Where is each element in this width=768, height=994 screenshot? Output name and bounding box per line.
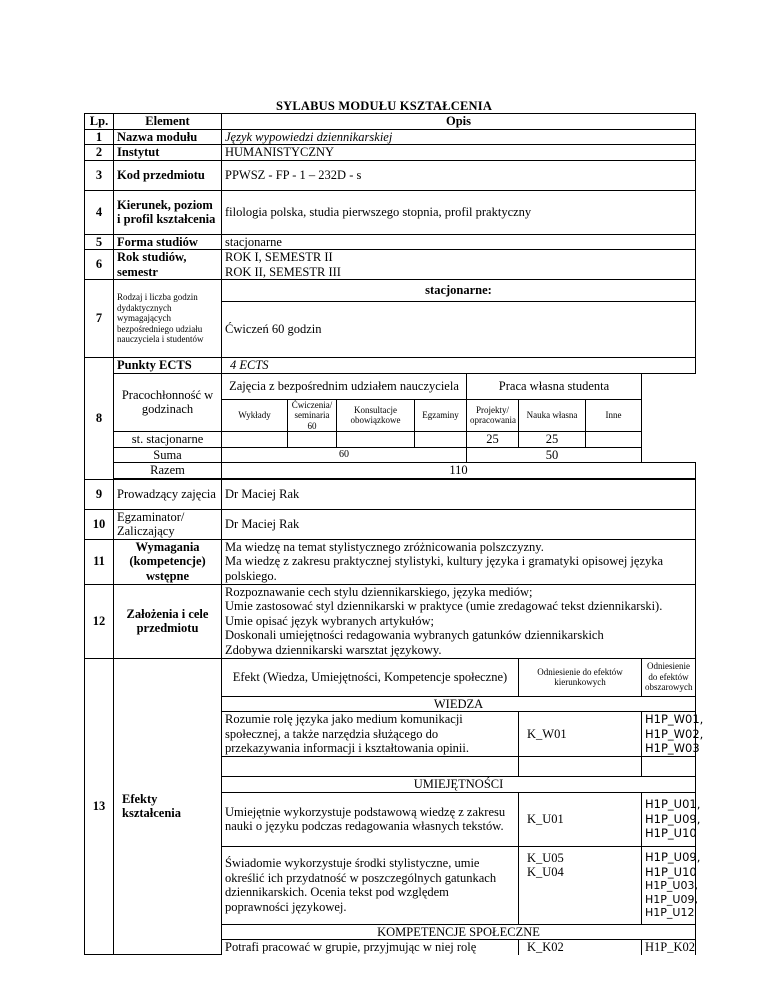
st-wyklady: [222, 432, 288, 448]
row-lecturer: [85, 479, 696, 509]
row-number: 7: [85, 280, 114, 358]
row-number: 13: [85, 658, 114, 955]
suma-label: Suma: [114, 447, 222, 463]
umiej-head: UMIEJĘTNOŚCI: [222, 777, 696, 793]
obsz-code: H1P_W03: [645, 741, 700, 756]
institute-value: HUMANISTYCZNY: [222, 145, 696, 161]
goal-line: Umie zastosować styl dziennikarski w praktyce (umie zredagować tekst dziennikarski).: [225, 599, 663, 614]
header-opis: Opis: [222, 114, 696, 130]
course-code-value: PPWSZ - FP - 1 – 232D - s: [222, 160, 696, 190]
row-label: Efekty kształcenia: [114, 658, 222, 955]
spacer-cell: [642, 757, 696, 777]
obsz-code: H1P_U10: [645, 864, 697, 879]
row-study-form: [85, 234, 696, 250]
col-konsultacje: Konsultacje obowiązkowe: [337, 399, 415, 432]
hours-head: stacjonarne:: [222, 280, 696, 302]
kier-code: K_U05: [527, 850, 564, 865]
study-form-value: stacjonarne: [222, 234, 696, 250]
outcome-kier-head: Odniesienie do efektów kierunkowych: [519, 658, 642, 696]
outcome-kier: K_U01: [519, 792, 642, 846]
outcome-text: Umiejętnie wykorzystuje podstawową wiedzę z zakresu nauki o języku podczas redagowania własnych tekstów.: [222, 792, 519, 846]
row-field-of-study: [85, 190, 696, 234]
razem-value: 110: [222, 463, 696, 479]
row-workload-groups: [85, 373, 696, 399]
col-cwiczenia: [288, 399, 337, 432]
header-lp: Lp.: [85, 114, 114, 130]
suma-self-left: [467, 447, 519, 463]
row-number: 1: [85, 129, 114, 145]
outcome-text: Potrafi pracować w grupie, przyjmując w niej rolę: [222, 940, 519, 955]
workload-label: Pracochłonność w godzinach: [114, 373, 222, 432]
row-label: Kierunek, poziom i profil kształcenia: [114, 190, 222, 234]
obsz-code: H1P_U09,: [645, 850, 701, 865]
outcome-obsz: [642, 846, 701, 924]
komp-head: KOMPETENCJE SPOŁECZNE: [222, 924, 696, 940]
row-number: 2: [85, 145, 114, 161]
goal-line: Doskonali umiejętności redagowania wybranych gatunków dziennikarskich: [225, 628, 604, 643]
wiedza-head: WIEDZA: [222, 696, 696, 712]
col-egzaminy: Egzaminy: [415, 399, 467, 432]
row-number: 4: [85, 190, 114, 234]
year-semester-value: [222, 250, 696, 280]
row-label: Egzaminator/ Zaliczający: [114, 509, 222, 539]
obsz-code: H1P_U12: [645, 906, 695, 920]
ects-value: 4 ECTS: [222, 358, 696, 374]
row-examiner: [85, 509, 696, 539]
goal-line: Zdobywa dziennikarski warsztat językowy.: [225, 642, 442, 657]
spacer-cell: [222, 757, 519, 777]
obsz-code: H1P_U09,: [645, 811, 701, 826]
obsz-code: H1P_U01,: [645, 797, 701, 812]
outcome-obsz: [642, 712, 704, 757]
row-number: 8: [85, 358, 114, 480]
row-ects: [85, 358, 696, 374]
st-nauka-value: 25: [519, 432, 586, 448]
header-row: [85, 114, 696, 130]
row-institute: [85, 145, 696, 161]
row-razem: [85, 463, 696, 479]
requirement-line: Ma wiedzę z zakresu praktycznej stylistyki, kultury języka i gramatyki opisowej języka polskiego.: [225, 554, 664, 583]
row-label: Rok studiów, semestr: [114, 250, 222, 280]
outcome-obsz: H1P_K02: [642, 940, 696, 955]
outcome-effect-head: Efekt (Wiedza, Umiejętności, Kompetencje społeczne): [222, 658, 519, 696]
module-name-value: Język wypowiedzi dziennikarskiej: [222, 129, 696, 145]
row-label: Nazwa modułu: [114, 129, 222, 145]
razem-label: Razem: [114, 463, 222, 479]
hours-value: Ćwiczeń 60 godzin: [222, 302, 696, 358]
ects-label: Punkty ECTS: [114, 358, 222, 374]
obsz-code: H1P_W02,: [645, 726, 704, 741]
requirements-value: [222, 539, 696, 584]
row-number: 11: [85, 539, 114, 584]
row-label: Kod przedmiotu: [114, 160, 222, 190]
header-element: Element: [114, 114, 222, 130]
suma-self-right: [586, 447, 642, 463]
outcome-text: Rozumie rolę języka jako medium komunikacji społecznej, a także narzędzia służącego do przekazywania informacji i kształtowania opinii.: [222, 712, 519, 757]
st-projekty-value: 25: [467, 432, 519, 448]
row-label: Założenia i cele przedmiotu: [114, 584, 222, 658]
row-requirements: [85, 539, 696, 584]
self-work-head: Praca własna studenta: [467, 373, 642, 399]
row-number: 12: [85, 584, 114, 658]
row-course-code: [85, 160, 696, 190]
row-number: 5: [85, 234, 114, 250]
obsz-code: H1P_U10: [645, 826, 697, 841]
row-stacjonarne: [85, 432, 696, 448]
row-number: 3: [85, 160, 114, 190]
st-egzaminy: [415, 432, 467, 448]
outcome-obsz-head: Odniesienie do efektów obszarowych: [642, 658, 696, 696]
row-year-semester: [85, 250, 696, 280]
requirement-line: Ma wiedzę na temat stylistycznego zróżnicowania polszczyzny.: [225, 539, 544, 554]
outcome-kier: K_K02: [519, 940, 642, 955]
row-module-name: [85, 129, 696, 145]
st-konsultacje: [337, 432, 415, 448]
row-label: Instytut: [114, 145, 222, 161]
obsz-code: H1P_W01,: [645, 712, 704, 727]
suma-contact-value: 60: [222, 447, 467, 463]
outcome-text: Świadomie wykorzystuje środki stylistyczne, umie określić ich przydatność w poszczególnych gatunkach dziennikarskich. Ocenia tekst pod względem poprawności językowej.: [222, 846, 519, 924]
spacer-cell: [519, 757, 642, 777]
field-of-study-value: filologia polska, studia pierwszego stopnia, profil praktyczny: [222, 190, 696, 234]
lecturer-value: Dr Maciej Rak: [222, 479, 696, 509]
year-semester-line: ROK I, SEMESTR II: [225, 250, 333, 264]
goal-line: Rozpoznawanie cech stylu dziennikarskiego, języka mediów;: [225, 584, 533, 599]
outcome-kier: [519, 846, 642, 924]
cw-hours-value: 60: [307, 420, 317, 431]
suma-self-value: 50: [519, 447, 586, 463]
row-suma: [85, 447, 696, 463]
row-label: Prowadzący zajęcia: [114, 479, 222, 509]
contact-hours-head: Zajęcia z bezpośrednim udziałem nauczyciela: [222, 373, 467, 399]
goal-line: Umie opisać język wybranych artykułów;: [225, 613, 434, 628]
syllabus-table: [84, 113, 704, 955]
col-projekty: Projekty/ opracowania: [467, 399, 519, 432]
goals-value: [222, 584, 696, 658]
row-hours-head: [85, 280, 696, 302]
obsz-code: H1P_U03,: [645, 879, 698, 893]
row-label: Rodzaj i liczba godzin dydaktycznych wymagających bezpośredniego udziału nauczyciela i studentów: [114, 280, 222, 358]
st-inne: [586, 432, 642, 448]
outcome-obsz: [642, 792, 701, 846]
col-cwiczenia-label: Ćwiczenia/ seminaria: [291, 399, 333, 420]
row-outcomes-head: [85, 658, 696, 696]
obsz-code: H1P_U09,: [645, 892, 698, 906]
col-nauka-wlasna: Nauka własna: [519, 399, 586, 432]
year-semester-line: ROK II, SEMESTR III: [225, 264, 341, 279]
col-wyklady: Wykłady: [222, 399, 288, 432]
row-goals: [85, 584, 696, 658]
row-number: 9: [85, 479, 114, 509]
kier-code: K_U04: [527, 865, 564, 879]
row-label: Forma studiów: [114, 234, 222, 250]
examiner-value: Dr Maciej Rak: [222, 509, 696, 539]
col-inne: Inne: [586, 399, 642, 432]
row-number: 10: [85, 509, 114, 539]
outcome-kier: K_W01: [519, 712, 642, 757]
st-cwiczenia: [288, 432, 337, 448]
row-label: Wymagania (kompetencje) wstępne: [114, 539, 222, 584]
document-title: SYLABUS MODUŁU KSZTAŁCENIA: [275, 99, 493, 113]
row-number: 6: [85, 250, 114, 280]
st-label: st. stacjonarne: [114, 432, 222, 448]
